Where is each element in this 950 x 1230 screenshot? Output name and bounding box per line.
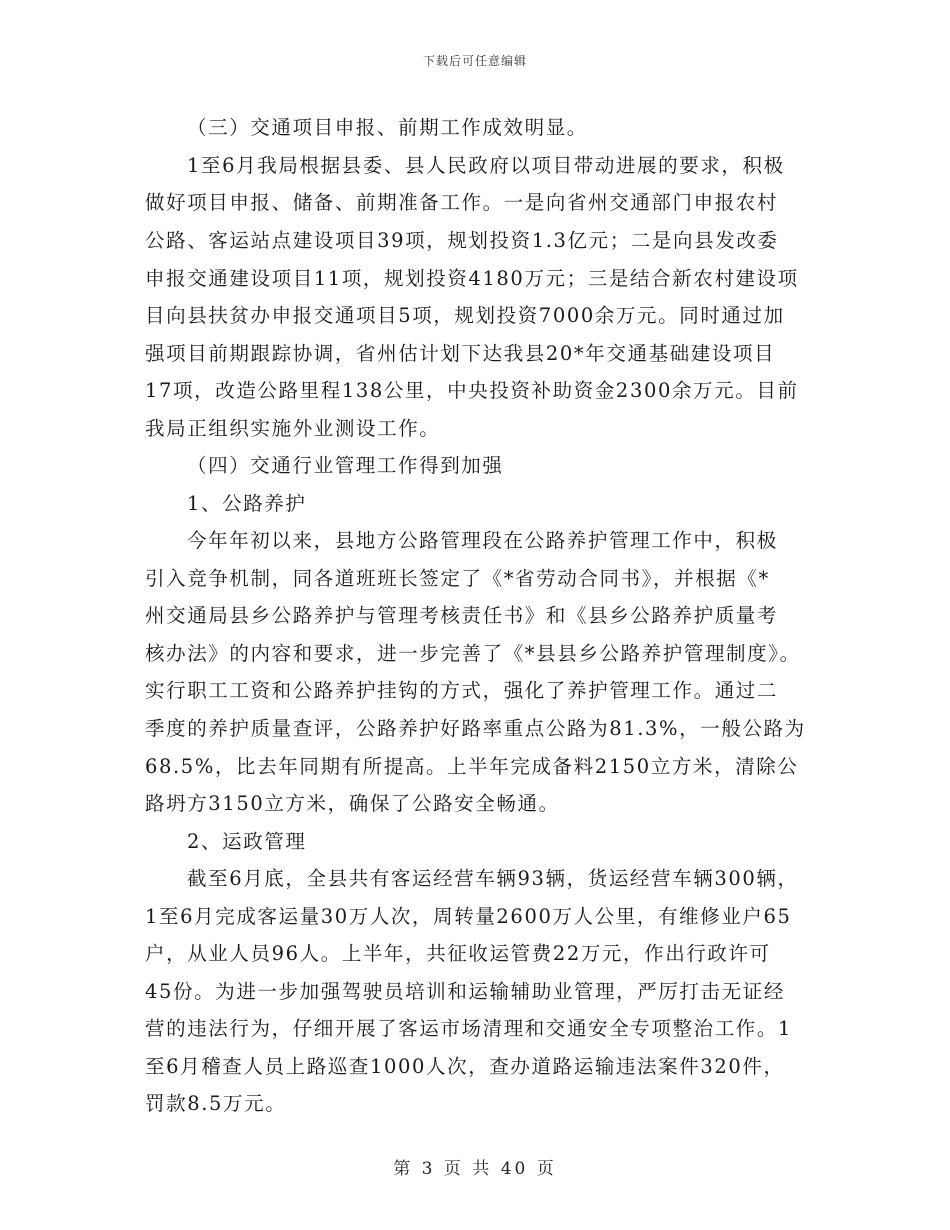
paragraph-line: 申报交通建设项目11项，规划投资4180万元；三是结合新农村建设项 [145,267,799,290]
section-heading-3: （三）交通项目申报、前期工作成效明显。 [187,116,588,139]
paragraph-line: 强项目前期跟踪协调，省州估计划下达我县20*年交通基础建设项目 [145,342,776,365]
paragraph-line: 1至6月完成客运量30万人次，周转量2600万人公里，有维修业户65 [145,905,792,928]
paragraph-line: 州交通局县乡公路养护与管理考核责任书》和《县乡公路养护质量考 [145,604,779,627]
section-heading-4: （四）交通行业管理工作得到加强 [187,454,504,477]
paragraph-line: 做好项目申报、储备、前期准备工作。一是向省州交通部门申报农村 [145,191,779,214]
paragraph-line: 1至6月我局根据县委、县人民政府以项目带动进展的要求，积极 [187,154,785,177]
paragraph-line: 户，从业人员96人。上半年，共征收运管费22万元，作出行政许可 [145,942,771,965]
paragraph-line: 我局正组织实施外业测设工作。 [145,417,441,440]
paragraph-line: 营的违法行为，仔细开展了客运市场清理和交通安全专项整治工作。1 [145,1017,793,1040]
page-number-footer: 第 3 页 共 40 页 [393,1159,557,1179]
paragraph-line: 今年年初以来，县地方公路管理段在公路养护管理工作中，积极 [187,529,778,552]
paragraph-line: 罚款8.5万元。 [145,1092,287,1115]
paragraph-line: 引入竞争机制，同各道班班长签定了《*省劳动合同书》，并根据《* [145,567,770,590]
paragraph-line: 至6月稽查人员上路巡查1000人次，查办道路运输违法案件320件， [145,1055,785,1078]
subsection-heading-transport-admin: 2、运政管理 [187,830,307,853]
paragraph-line: 季度的养护质量查评，公路养护好路率重点公路为81.3%，一般公路为 [145,717,806,740]
paragraph-line: 68.5%，比去年同期有所提高。上半年完成备料2150立方米，清除公 [145,755,799,778]
paragraph-line: 17项，改造公路里程138公里，中央投资补助资金2300余万元。目前 [145,379,799,402]
paragraph-line: 核办法》的内容和要求，进一步完善了《*县县乡公路养护管理制度》。 [145,642,801,665]
subsection-heading-road-maintenance: 1、公路养护 [187,492,307,515]
paragraph-line: 公路、客运站点建设项目39项，规划投资1.3亿元；二是向县发改委 [145,229,779,252]
paragraph-line: 路坍方3150立方米，确保了公路安全畅通。 [145,792,560,815]
paragraph-line: 目向县扶贫办申报交通项目5项，规划投资7000余万元。同时通过加 [145,304,785,327]
paragraph-line: 45份。为进一步加强驾驶员培训和运输辅助业管理，严厉打击无证经 [145,980,785,1003]
paragraph-line: 实行职工工资和公路养护挂钩的方式，强化了养护管理工作。通过二 [145,679,779,702]
page-header: 下载后可任意编辑 [422,54,527,68]
paragraph-line: 截至6月底，全县共有客运经营车辆93辆，货运经营车辆300辆， [187,867,799,890]
